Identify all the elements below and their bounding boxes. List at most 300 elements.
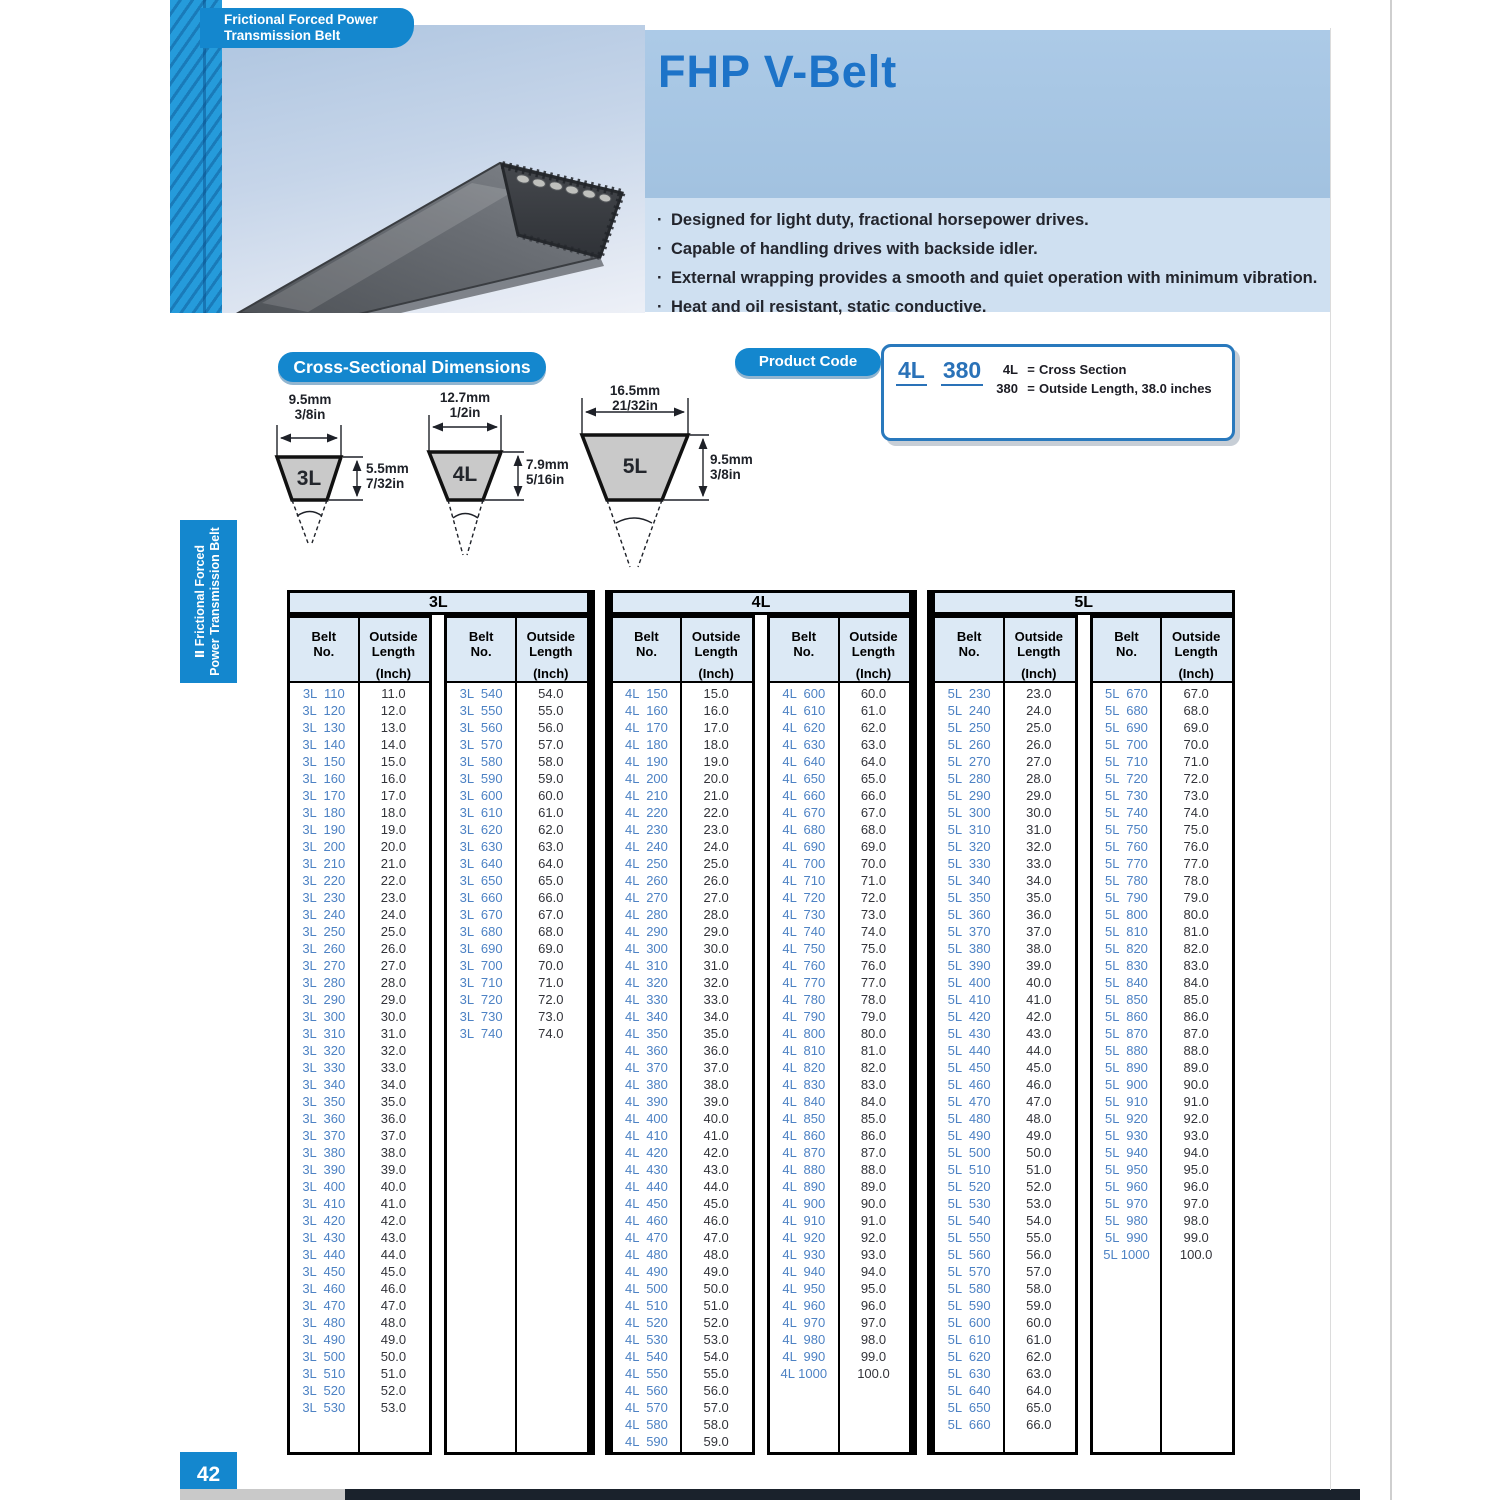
belt-no-cell: 3L 480 [302,1315,346,1330]
belt-no-cell: 5L 560 [947,1247,991,1262]
table-row [613,719,752,736]
length-cell: 53.0 [380,1400,407,1415]
belt-no-cell: 4L 460 [625,1213,668,1228]
table-group-separator [590,590,610,1455]
table-row [770,1280,909,1297]
outside-length-header [358,618,430,681]
length-cell: 32.0 [1026,839,1052,854]
belt-no-cell: 3L 140 [302,737,346,752]
length-cell: 49.0 [380,1332,407,1347]
table-row [1093,974,1232,991]
length-cell: 78.0 [1183,873,1209,888]
length-cell: 38.0 [380,1145,407,1160]
header-line: Length [694,644,738,659]
table-row [1093,770,1232,787]
belt-no-cell: 3L 380 [302,1145,346,1160]
table-row [1093,1008,1232,1025]
length-cell: 76.0 [1183,839,1209,854]
belt-no-cell: 4L 930 [782,1247,826,1262]
table-row [770,753,909,770]
length-cell: 39.0 [703,1094,729,1109]
length-cell: 97.0 [1183,1196,1209,1211]
table-row [613,1059,752,1076]
length-cell: 25.0 [1026,720,1052,735]
belt-no-cell: 5L 590 [947,1298,991,1313]
length-cell: 97.0 [860,1315,887,1330]
length-cell: 24.0 [703,839,729,854]
length-cell: 18.0 [703,737,729,752]
table-row [290,1297,429,1314]
length-cell: 70.0 [1183,737,1209,752]
length-cell: 70.0 [860,856,887,871]
length-cell: 67.0 [860,805,887,820]
belt-no-header [935,618,1003,681]
table-row [935,1246,1074,1263]
header-line: Length [1174,644,1218,659]
table-row [770,719,909,736]
table-row [935,1042,1074,1059]
length-cell: 13.0 [380,720,407,735]
table-row [613,889,752,906]
belt-no-cell: 4L 660 [782,788,826,803]
table-row [290,940,429,957]
belt-no-cell: 4L 430 [625,1162,668,1177]
table-row [770,1229,909,1246]
belt-no-cell: 3L 220 [302,873,346,888]
length-cell: 42.0 [380,1213,407,1228]
belt-no-cell: 4L 270 [625,890,668,905]
length-cell: 82.0 [860,1060,887,1075]
length-cell: 20.0 [703,771,729,786]
belt-no-cell: 4L 520 [625,1315,668,1330]
page-number: 42 [180,1452,237,1497]
length-cell: 32.0 [380,1043,407,1058]
side-tab-vertical [180,520,237,683]
length-cell: 64.0 [860,754,887,769]
belt-no-cell: 3L 600 [459,788,503,803]
table-row [613,1399,752,1416]
belt-no-cell: 3L 290 [302,992,346,1007]
length-cell: 85.0 [1183,992,1209,1007]
belt-no-cell: 5L 840 [1105,975,1148,990]
table-row [935,957,1074,974]
length-cell: 71.0 [860,873,887,888]
table-row [447,753,586,770]
header-line: Length [1017,644,1061,659]
legend-value: Cross Section [1039,362,1127,377]
length-cell: 84.0 [860,1094,887,1109]
table-row [447,991,586,1008]
table-row [290,804,429,821]
table-group-body [610,615,913,1455]
table-row [770,1025,909,1042]
table-row [935,872,1074,889]
table-row [613,1314,752,1331]
length-cell: 93.0 [860,1247,887,1262]
header-line: Length [529,644,573,659]
length-cell: 65.0 [860,771,887,786]
table-row [290,787,429,804]
table-row [935,940,1074,957]
length-cell: 49.0 [703,1264,729,1279]
belt-no-cell: 5L 480 [947,1111,991,1126]
belt-no-cell: 4L 150 [625,686,668,701]
length-cell: 54.0 [703,1349,729,1364]
length-cell: 96.0 [860,1298,887,1313]
length-cell: 41.0 [703,1128,729,1143]
length-cell: 94.0 [1183,1145,1209,1160]
length-cell: 36.0 [1026,907,1052,922]
table-row [290,889,429,906]
length-cell: 59.0 [538,771,564,786]
table-row [290,1399,429,1416]
belt-no-cell: 3L 450 [302,1264,346,1279]
belt-no-cell: 4L 750 [782,941,826,956]
length-cell: 59.0 [703,1434,729,1449]
table-row [770,991,909,1008]
length-cell: 74.0 [860,924,887,939]
belt-no-cell: 5L 260 [947,737,991,752]
header-line: Belt [468,629,494,644]
table-row [935,1110,1074,1127]
table-row [935,1059,1074,1076]
length-cell: 80.0 [1183,907,1209,922]
belt-no-cell: 3L 340 [302,1077,346,1092]
belt-no-cell: 4L 570 [625,1400,668,1415]
header-line: No. [313,644,335,659]
belt-no-cell: 4L 690 [782,839,826,854]
length-cell: 91.0 [1183,1094,1209,1109]
belt-no-cell: 4L 870 [782,1145,826,1160]
length-cell: 17.0 [703,720,729,735]
header-line: Outside [526,629,575,644]
belt-no-cell: 5L 530 [947,1196,991,1211]
unit-label: (Inch) [375,666,412,681]
length-cell: 95.0 [860,1281,887,1296]
table-row [935,1297,1074,1314]
length-cell: 80.0 [860,1026,887,1041]
belt-no-cell: 4L 250 [625,856,668,871]
table-row [290,1382,429,1399]
column-gap [1078,615,1090,1455]
length-cell: 37.0 [703,1060,729,1075]
table-row [447,821,586,838]
table-row [613,872,752,889]
length-cell: 93.0 [1183,1128,1209,1143]
belt-no-cell: 4L 670 [782,805,826,820]
belt-no-cell: 4L 310 [625,958,668,973]
width-dim-5l: 16.5mm 21/32in [609,383,661,413]
legend-row [984,360,1212,379]
length-cell: 51.0 [703,1298,729,1313]
belt-no-cell: 4L 980 [782,1332,826,1347]
length-cell: 30.0 [1026,805,1052,820]
belt-no-cell: 4L 890 [782,1179,826,1194]
belt-no-cell: 4L 260 [625,873,668,888]
belt-no-cell: 4L 880 [782,1162,826,1177]
table-row [613,1297,752,1314]
table-row [290,838,429,855]
belt-photo [222,25,645,313]
column-gap [432,615,444,1455]
belt-no-cell: 4L 220 [625,805,668,820]
belt-no-cell: 5L 970 [1105,1196,1148,1211]
feature-item [657,206,1330,235]
belt-no-cell: 3L 430 [302,1230,346,1245]
belt-no-cell: 3L 260 [302,941,346,956]
belt-no-cell: 5L 460 [947,1077,991,1092]
table-row [935,1093,1074,1110]
length-cell: 36.0 [380,1111,407,1126]
feature-text: Heat and oil resistant, static conductive. [671,298,987,316]
belt-no-cell: 5L 780 [1105,873,1148,888]
table-row [935,838,1074,855]
table-row [447,855,586,872]
table-row [613,1042,752,1059]
length-cell: 26.0 [703,873,729,888]
belt-no-cell: 4L 630 [782,737,826,752]
table-row [1093,1178,1232,1195]
table-row [1093,736,1232,753]
header-line: Belt [634,629,659,644]
table-row [290,1025,429,1042]
belt-no-cell: 5L 660 [947,1417,991,1432]
belt-no-cell: 4L 810 [782,1043,826,1058]
length-cell: 34.0 [1026,873,1052,888]
table-row [1093,804,1232,821]
length-cell: 58.0 [538,754,564,769]
header-line: Belt [311,629,337,644]
table-row [770,1297,909,1314]
belt-no-cell: 5L 880 [1105,1043,1148,1058]
length-cell: 35.0 [380,1094,407,1109]
table-row [935,1331,1074,1348]
outside-length-header [680,618,752,681]
table-row [1093,1212,1232,1229]
belt-no-cell: 4L 610 [782,703,826,718]
product-code-box [881,344,1235,441]
unit-label: (Inch) [698,666,734,681]
belt-no-cell: 4L 370 [625,1060,668,1075]
belt-no-cell: 5L 640 [947,1383,991,1398]
belt-no-cell: 5L 320 [947,839,991,854]
table-row [290,1008,429,1025]
table-row [770,821,909,838]
belt-no-cell: 3L 320 [302,1043,346,1058]
table-row [935,1144,1074,1161]
footer-bar-dark [345,1489,1360,1500]
table-row [613,838,752,855]
length-cell: 56.0 [538,720,564,735]
length-cell: 75.0 [1183,822,1209,837]
belt-no-cell: 4L 170 [625,720,668,735]
belt-no-cell: 4L 940 [782,1264,826,1279]
belt-no-cell: 3L 400 [302,1179,346,1194]
length-cell: 44.0 [1026,1043,1052,1058]
table-row [1093,1042,1232,1059]
table-row [290,1144,429,1161]
table-row [1093,957,1232,974]
length-cell: 29.0 [1026,788,1052,803]
outside-length-header [838,618,910,681]
table-row [447,889,586,906]
column-pair [610,615,755,1455]
table-group-5l [932,590,1235,1455]
bullet-icon: · [657,211,663,229]
length-cell: 51.0 [380,1366,407,1381]
length-cell: 86.0 [1183,1009,1209,1024]
length-cell: 57.0 [703,1400,729,1415]
table-row [613,770,752,787]
table-row [290,1093,429,1110]
belt-no-cell: 5L 290 [947,788,991,803]
belt-no-cell: 4L 210 [625,788,668,803]
length-cell: 31.0 [1026,822,1052,837]
length-cell: 54.0 [1026,1213,1052,1228]
table-row [1093,1195,1232,1212]
belt-no-cell: 3L 720 [459,992,503,1007]
belt-no-cell: 5L 750 [1105,822,1148,837]
length-cell: 69.0 [1183,720,1209,735]
feature-text: Designed for light duty, fractional horsepower drives. [671,211,1089,229]
length-cell: 96.0 [1183,1179,1209,1194]
belt-no-cell: 4L 560 [625,1383,668,1398]
length-cell: 72.0 [538,992,564,1007]
length-cell: 34.0 [380,1077,407,1092]
width-dim-3l: 9.5mm 3/8in [288,392,332,422]
table-row [770,889,909,906]
belt-no-cell: 5L 440 [947,1043,991,1058]
belt-no-cell: 4L 900 [782,1196,826,1211]
belt-no-cell: 5L 680 [1105,703,1148,718]
length-cell: 39.0 [380,1162,407,1177]
table-row [935,1399,1074,1416]
cross-sectional-heading: Cross-Sectional Dimensions [278,352,546,382]
table-row [613,1280,752,1297]
belt-no-cell: 5L 230 [947,686,991,701]
belt-no-cell: 3L 560 [459,720,503,735]
table-row [613,1365,752,1382]
table-row [290,1331,429,1348]
table-row [290,821,429,838]
belt-no-cell: 3L 170 [302,788,346,803]
length-cell: 92.0 [860,1230,887,1245]
length-cell: 47.0 [380,1298,407,1313]
length-cell: 74.0 [1183,805,1209,820]
length-cell: 40.0 [380,1179,407,1194]
feature-item [657,293,1330,322]
table-row [1093,1144,1232,1161]
belt-no-cell: 5L 810 [1105,924,1148,939]
table-row [1093,1110,1232,1127]
belt-no-cell: 5L 350 [947,890,991,905]
table-row [613,1263,752,1280]
table-row [447,923,586,940]
table-row [290,685,429,702]
belt-no-header [770,618,838,681]
length-cell: 60.0 [860,686,887,701]
belt-no-cell: 3L 570 [459,737,503,752]
belt-no-cell: 3L 270 [302,958,346,973]
table-row [770,923,909,940]
table-row [770,1331,909,1348]
table-row [613,1212,752,1229]
length-cell: 86.0 [860,1128,887,1143]
table-row [613,787,752,804]
table-row [613,940,752,957]
belt-no-cell: 4L 920 [782,1230,826,1245]
belt-no-cell: 4L 770 [782,975,826,990]
belt-no-cell: 4L 400 [625,1111,668,1126]
table-row [613,1110,752,1127]
length-cell: 29.0 [703,924,729,939]
table-row [770,804,909,821]
belt-no-cell: 3L 240 [302,907,346,922]
belt-no-cell: 4L 540 [625,1349,668,1364]
belt-no-cell: 5L 920 [1105,1111,1148,1126]
length-cell: 79.0 [860,1009,887,1024]
table-row [935,974,1074,991]
section-label-5l: 5L [622,455,648,478]
category-ribbon-line1: Frictional Forced Power [224,12,378,27]
length-cell: 45.0 [1026,1060,1052,1075]
table-row [770,1059,909,1076]
belt-no-cell: 4L 480 [625,1247,668,1262]
length-cell: 50.0 [380,1349,407,1364]
table-row [770,770,909,787]
header-line: Belt [1114,629,1139,644]
table-row [770,1042,909,1059]
table-row [770,1161,909,1178]
belt-no-header [290,618,358,681]
belt-no-cell: 3L 410 [302,1196,346,1211]
table-row [290,1314,429,1331]
table-row [1093,1076,1232,1093]
belt-no-cell: 4L 950 [782,1281,826,1296]
table-row [613,1178,752,1195]
header-line: Outside [1171,629,1221,644]
table-row [613,804,752,821]
length-cell: 48.0 [380,1315,407,1330]
length-cell: 49.0 [1026,1128,1052,1143]
belt-no-cell: 3L 620 [459,822,503,837]
length-cell: 52.0 [380,1383,407,1398]
header-line: Length [851,644,896,659]
length-cell: 26.0 [380,941,407,956]
length-cell: 27.0 [703,890,729,905]
feature-text: Capable of handling drives with backside idler. [671,240,1038,258]
belt-no-cell: 3L 110 [302,686,345,701]
length-cell: 39.0 [1026,958,1052,973]
length-cell: 52.0 [703,1315,729,1330]
table-row [770,1348,909,1365]
table-row [447,906,586,923]
belt-no-cell: 3L 590 [459,771,503,786]
length-cell: 11.0 [381,686,406,701]
table-row [770,702,909,719]
length-cell: 51.0 [1026,1162,1052,1177]
length-cell: 72.0 [1183,771,1209,786]
belt-no-cell: 4L 530 [625,1332,668,1347]
table-row [290,923,429,940]
length-cell: 43.0 [1026,1026,1052,1041]
length-cell: 15.0 [703,686,729,701]
belt-table [287,590,1235,1455]
table-row [290,1127,429,1144]
length-cell: 100.0 [857,1366,890,1381]
table-row [290,1178,429,1195]
belt-no-cell: 5L 380 [947,941,991,956]
